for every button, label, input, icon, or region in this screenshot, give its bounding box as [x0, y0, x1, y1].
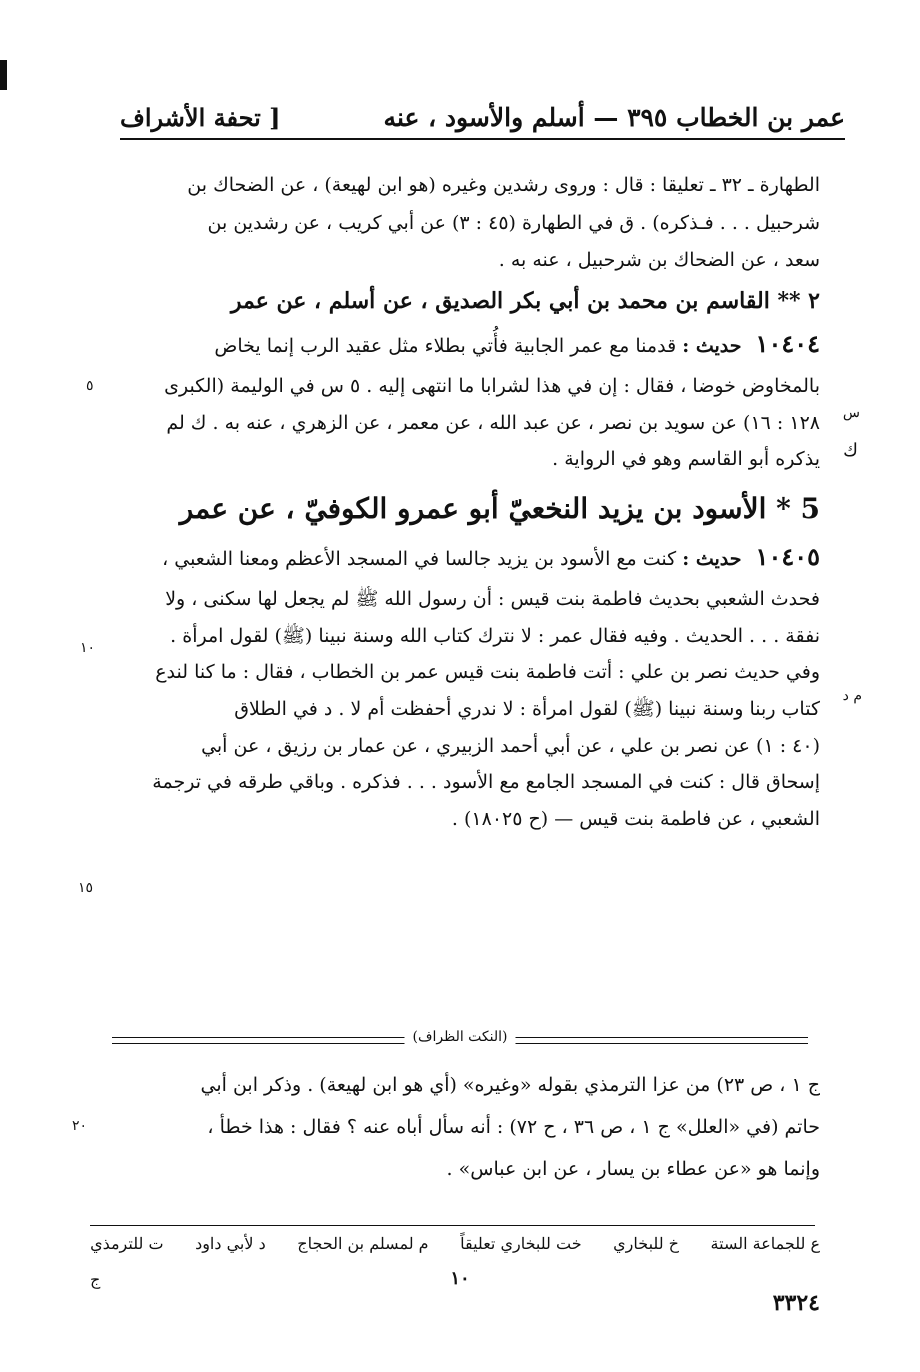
text-line: وفي حديث نصر بن علي : أتت فاطمة بنت قيس عمر بن الخطاب ، فقال : ما كنا لندع — [155, 661, 820, 684]
chain-marker: ٢ — [808, 287, 820, 314]
abbreviation-item: خت للبخاري تعليقاً — [460, 1234, 582, 1253]
hadith-number: ١٠٤٠٥ — [755, 541, 820, 571]
margin-line-number: ١٠ — [80, 640, 96, 656]
hadith-label: حديث : — [682, 334, 742, 357]
note-line: ج ١ ، ص ٢٣) من عزا الترمذي بقوله «وغيره» (أي هو ابن لهيعة) . وذكر ابن أبي — [200, 1074, 820, 1096]
hadith-10404-first-line — [100, 325, 820, 363]
abbreviation-key — [90, 1234, 820, 1253]
divider-label: (النكت الظراف) — [405, 1029, 516, 1045]
hadith-label: حديث : — [682, 547, 742, 570]
margin-line-number: ٢٠ — [72, 1118, 88, 1134]
end-mark: ك لم — [166, 411, 207, 434]
text-line: نفقة . . . الحديث . وفيه فقال عمر : لا نترك كتاب الله وسنة نبينا (ﷺ) لقول امرأة . — [170, 624, 820, 647]
chain-text: القاسم بن محمد بن أبي بكر الصديق ، عن أسلم ، عن عمر — [230, 287, 770, 314]
text-line: كتاب ربنا وسنة نبينا (ﷺ) لقول امرأة : لا ندري أحفظت أم لا . د في الطلاق — [234, 697, 820, 720]
text-line: يذكره أبو القاسم وهو في الرواية . — [552, 448, 820, 471]
header-chapter-title: عمر بن الخطاب ٣٩٥ — أسلم والأسود ، عنه — [383, 103, 845, 132]
margin-siglum: س — [842, 405, 860, 421]
hadith-10405-first-line — [100, 538, 820, 576]
text-line: الشعبي ، عن فاطمة بنت قيس — (ح ١٨٠٢٥) . — [451, 807, 820, 830]
text-line: فحدث الشعبي بحديث فاطمة بنت قيس : أن رسول الله ﷺ لم يجعل لها سكنى ، ولا — [165, 588, 820, 611]
abbreviation-item: م لمسلم بن الحجاج — [297, 1234, 429, 1253]
abbreviation-continuation: ج — [90, 1270, 101, 1289]
text-span: ١٢٨ : ١٦) عن سويد بن نصر ، عن عبد الله ، عن معمر ، عن الزهري ، عنه به . — [212, 411, 820, 434]
volume-number: ٣٣٢٤ — [772, 1290, 820, 1316]
chain-stars: * — [776, 491, 791, 525]
nukat-notes — [100, 1065, 820, 1190]
margin-line-number: ١٥ — [78, 880, 94, 896]
chain-heading-aswad — [100, 487, 820, 532]
abbreviation-item: ع للجماعة الستة — [710, 1234, 820, 1253]
abbreviation-item: د لأبي داود — [195, 1234, 266, 1253]
main-text — [100, 170, 820, 832]
text-line: الطهارة ـ ٣٢ ـ تعليقا : قال : وروى رشدين وغيره (هو ابن لهيعة) ، عن الضحاك بن — [187, 174, 820, 196]
header-book-title: [ تحفة الأشراف — [120, 103, 281, 132]
margin-siglum: م د — [842, 688, 862, 704]
page-number: ١٠ — [450, 1268, 470, 1289]
text-line: إسحاق قال : كنت في المسجد الجامع مع الأسود . . . فذكره . وباقي طرقه في ترجمة — [152, 771, 820, 794]
hadith-text: كنت مع الأسود بن يزيد جالسا في المسجد الأعظم ومعنا الشعبي ، — [162, 547, 677, 570]
running-header — [120, 82, 845, 132]
abbreviation-item: ت للترمذي — [90, 1234, 164, 1253]
hadith-number: ١٠٤٠٤ — [755, 328, 820, 358]
chain-stars: ** — [777, 287, 801, 314]
text-line: سعد ، عن الضحاك بن شرحبيل ، عنه به . — [498, 248, 820, 271]
text-line: (٤٠ : ١) عن نصر بن علي ، عن أبي أحمد الزبيري ، عن عمار بن رزيق ، عن أبي — [201, 734, 820, 757]
chain-text: الأسود بن يزيد النخعيّ أبو عمرو الكوفيّ ، عن عمر — [179, 491, 767, 525]
text-line — [100, 410, 820, 437]
nukat-divider — [112, 1029, 808, 1049]
margin-line-number: ٥ — [86, 378, 94, 394]
hadith-text: قدمنا مع عمر الجابية فأُتي بطلاء مثل عقيد الرب إنما يخاض — [214, 334, 677, 357]
header-chapter — [384, 103, 845, 132]
scan-edge-mark — [0, 60, 7, 90]
chain-marker: 5 — [800, 491, 820, 525]
header-rule — [120, 138, 845, 140]
abbreviation-item: خ للبخاري — [613, 1234, 679, 1253]
text-line: بالمخاوض خوضا ، فقال : إن في هذا لشرابا ما انتهى إليه . ٥ س في الوليمة (الكبرى — [164, 375, 820, 398]
footer-rule — [90, 1225, 815, 1226]
note-line: وإنما هو «عن عطاء بن يسار ، عن ابن عباس» . — [446, 1157, 820, 1180]
chain-heading-qasim — [100, 284, 820, 319]
margin-siglum: ك — [843, 440, 858, 461]
text-line: شرحبيل . . . فـذكره) . ق في الطهارة (٤٥ : ٣) عن أبي كريب ، عن رشدين بن — [207, 212, 820, 235]
note-line: حاتم (في «العلل» ج ١ ، ص ٣٦ ، ح ٧٢) : أنه سأل أباه عنه ؟ فقال : هذا خطأ ، — [207, 1115, 820, 1138]
